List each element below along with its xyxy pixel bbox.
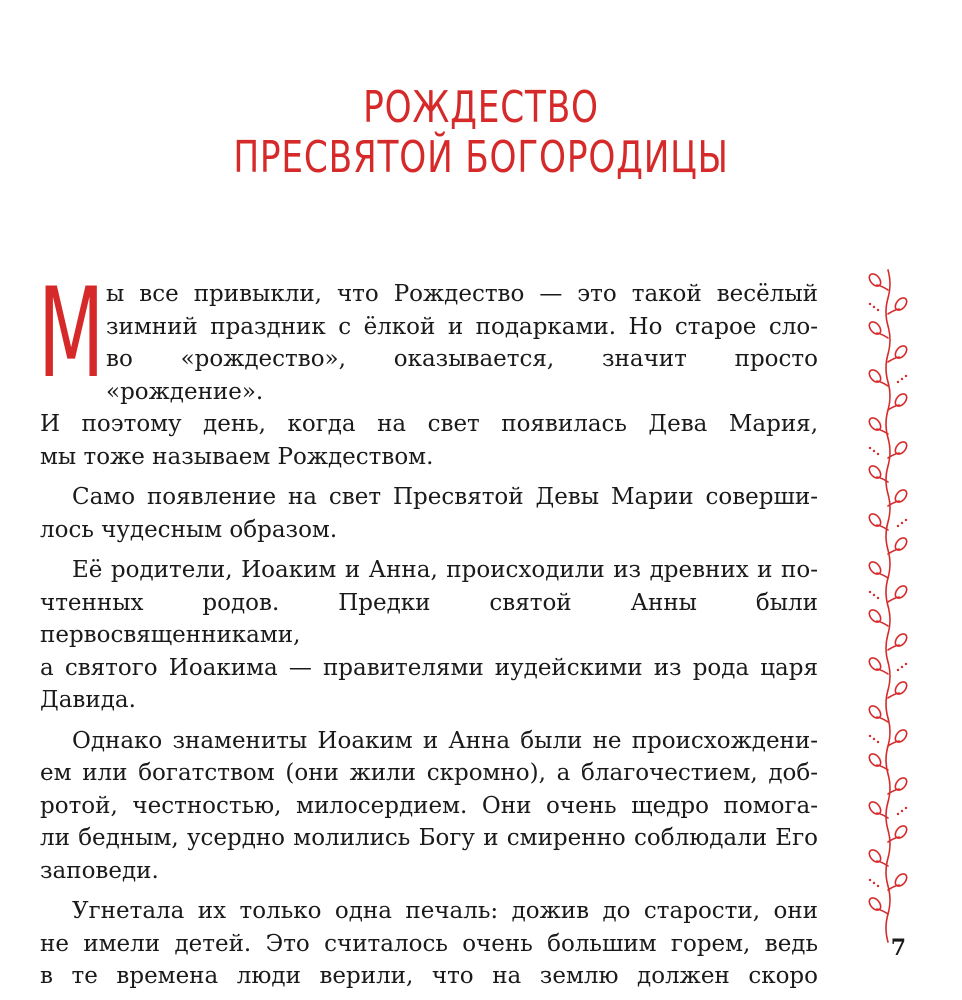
text-line: ротой, честностью, милосердием. Они очень щедро помога-	[40, 792, 818, 819]
vine-dot	[869, 303, 871, 305]
text-line: Однако знамениты Иоаким и Анна были не происхождени-	[72, 727, 818, 754]
vine-dot	[897, 813, 899, 815]
vine-twig	[877, 381, 888, 386]
paragraph-5	[40, 895, 818, 993]
vine-twig	[888, 549, 899, 554]
vine-dot	[877, 453, 879, 455]
vine-dot	[901, 378, 903, 380]
vine-dot	[877, 741, 879, 743]
text-line: во «рождество», оказывается, значит просто «рождение».	[106, 346, 818, 405]
page-title-line-1: РОЖДЕСТВО	[363, 82, 599, 133]
vine-twig	[888, 597, 899, 602]
text-line: И поэтому день, когда на свет появилась Дева Мария,	[40, 411, 818, 437]
vine-dot	[877, 597, 879, 599]
vine-twig	[888, 645, 899, 650]
vine-twig	[877, 717, 888, 722]
vine-dot	[905, 375, 907, 377]
vine-dot	[869, 879, 871, 881]
vine-dot	[897, 669, 899, 671]
vine-dot	[873, 306, 875, 308]
vine-twig	[888, 693, 899, 698]
paragraph-3	[40, 554, 818, 717]
vine-dot	[869, 591, 871, 593]
vine-dot	[869, 735, 871, 737]
text-line: зимний праздник с ёлкой и подарками. Но старое сло-	[106, 313, 818, 340]
text-line: ы все привыкли, что Рождество — это такой весёлый	[106, 281, 818, 307]
text-line: чтенных родов. Предки святой Анны были первосвященниками,	[40, 589, 818, 648]
vine-twig	[877, 669, 888, 674]
vine-twig	[888, 357, 899, 362]
vine-dot	[901, 522, 903, 524]
vine-dot	[897, 525, 899, 527]
text-line: лось чудесным образом.	[40, 516, 338, 543]
vine-dot	[897, 381, 899, 383]
vine-twig	[888, 885, 899, 890]
text-line: Её родители, Иоаким и Анна, происходили из древних и по-	[72, 557, 818, 583]
vine-twig	[877, 909, 888, 914]
text-line: ли бедным, усердно молились Богу и смиренно соблюдали Его	[40, 825, 818, 851]
text-line: Само появление на свет Пресвятой Девы Марии соверши-	[72, 484, 818, 510]
page-title-line-2: ПРЕСВЯТОЙ БОГОРОДИЦЫ	[233, 132, 729, 183]
text-line: заповеди.	[40, 857, 159, 884]
vine-dot	[877, 309, 879, 311]
text-line: Давида.	[40, 687, 136, 713]
text-line: а святого Иоакима — правителями иудейскими из рода царя	[40, 654, 818, 681]
paragraph-1	[38, 262, 818, 473]
vine-dot	[873, 882, 875, 884]
text-line: мы тоже называем Рождеством.	[40, 443, 434, 470]
body-text	[38, 262, 818, 993]
vine-twig	[888, 309, 899, 314]
text-line: не имели детей. Это считалось очень большим горем, ведь	[40, 930, 818, 957]
floral-vine-ornament-icon	[858, 262, 918, 952]
vine-dot	[901, 810, 903, 812]
text-line: ем или богатством (они жили скромно), а благочестием, доб-	[40, 760, 818, 786]
vine-twig	[877, 333, 888, 338]
vine-dot	[905, 663, 907, 665]
vine-dot	[905, 519, 907, 521]
vine-twig	[877, 573, 888, 578]
paragraph-4	[40, 725, 818, 888]
vine-twig	[877, 285, 888, 290]
vine-dot	[873, 450, 875, 452]
vine-twig	[877, 621, 888, 626]
vine-dot	[877, 885, 879, 887]
vine-dot	[869, 447, 871, 449]
vine-dot	[901, 666, 903, 668]
text-line: Угнетала их только одна печаль: дожив до старости, они	[72, 898, 818, 924]
paragraph-2	[40, 481, 818, 546]
text-line: в те времена люди верили, что на землю должен скоро	[40, 963, 818, 989]
drop-cap: М	[38, 262, 105, 406]
vine-dot	[873, 594, 875, 596]
page-number: 7	[890, 935, 906, 961]
vine-dot	[873, 738, 875, 740]
vine-dot	[905, 807, 907, 809]
